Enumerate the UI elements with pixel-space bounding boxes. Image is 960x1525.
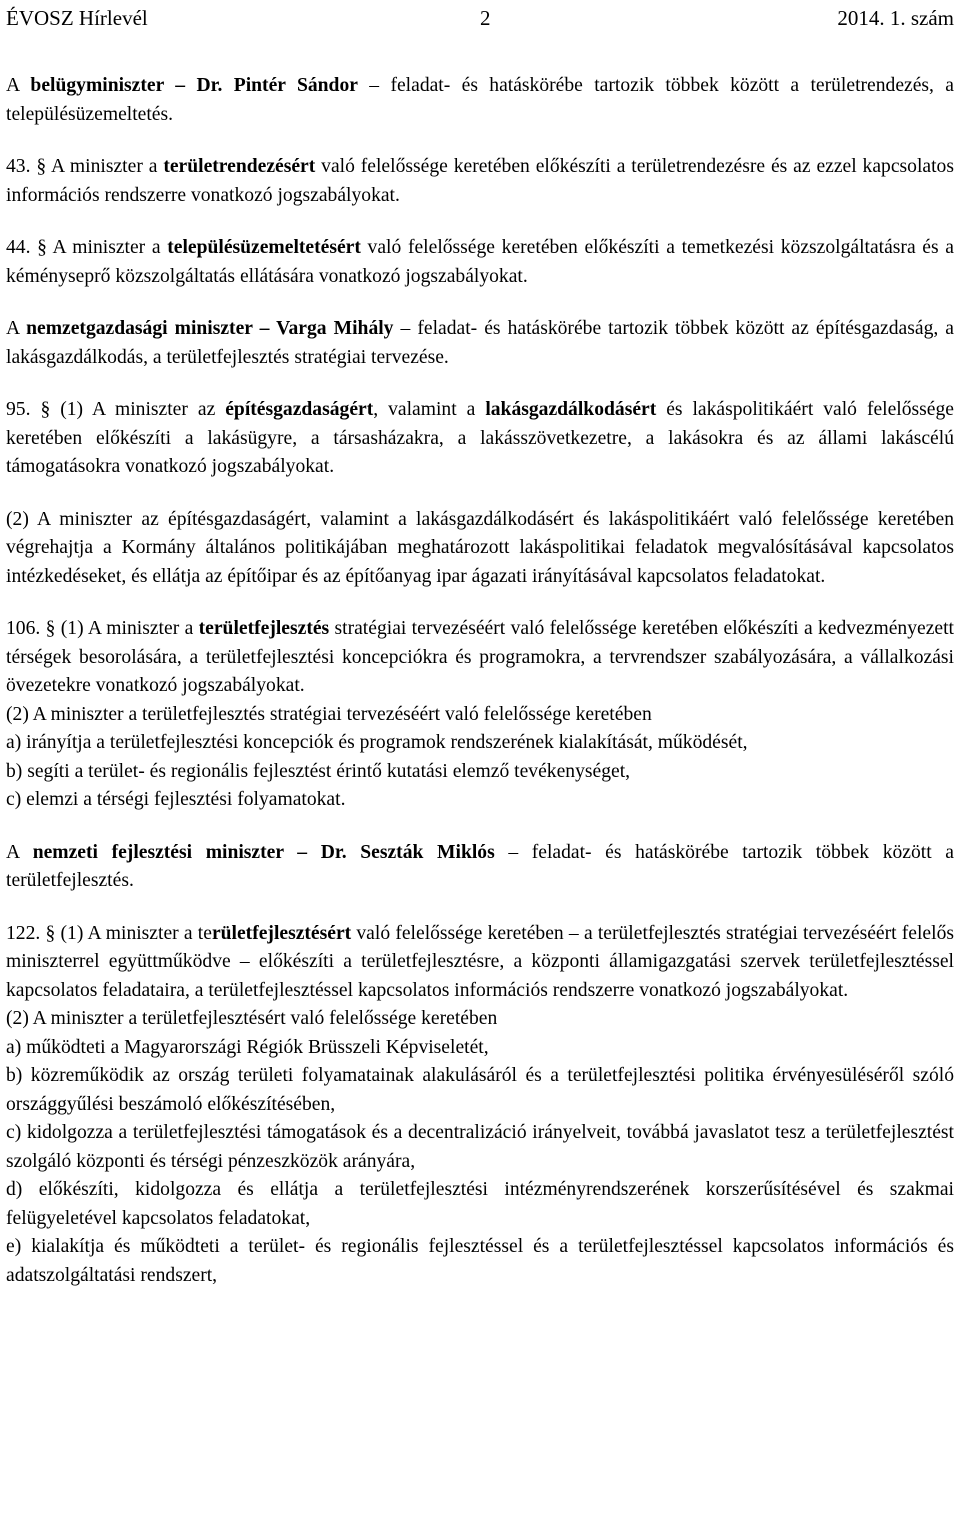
paragraph-development-minister: A nemzeti fejlesztési miniszter – Dr. Seszták Miklós – feladat- és hatáskörébe tartozik többek között a területfejlesztés. (6, 841, 954, 891)
paragraph-43: 43. § A miniszter a területrendezésért való felelőssége keretében előkészíti a területrendezésre és az ezzel kapcsolatos információs rendszerre vonatkozó jogszabályokat. (6, 156, 954, 206)
paragraph-106-2: (2) A miniszter a területfejlesztés stratégiai tervezéséért való felelőssége keretében (6, 703, 652, 725)
document-body (6, 72, 954, 1290)
list-item: c) kidolgozza a területfejlesztési támogatások és a decentralizáció irányelveit, továbbá javaslatot tesz a területfejlesztést szolgáló központi és térségi pénzeszközök arányára, (6, 1122, 954, 1172)
list-item: b) segíti a terület- és regionális fejlesztést érintő kutatási elemző tevékenységet, (6, 760, 631, 782)
list-item: b) közreműködik az ország területi folyamatainak alakulásáról és a területfejlesztési politika érvényesüléséről szóló országgyűlési beszámoló előkészítésében, (6, 1065, 954, 1115)
newsletter-title: ÉVOSZ Hírlevél (6, 6, 148, 30)
list-item: a) irányítja a területfejlesztési koncepciók és programok rendszerének kialakítását, működését, (6, 732, 748, 753)
paragraph-interior-minister: A belügyminiszter – Dr. Pintér Sándor – feladat- és hatáskörébe tartozik többek között a területrendezés, a településüzemeltetés. (6, 75, 954, 125)
paragraph-106-1: 106. § (1) A miniszter a területfejlesztés stratégiai tervezéséért való felelőssége keretében előkészíti a kedvezményezett térségek besorolására, a területfejlesztési koncepciókra és programokra, a tervrendszer szabályozására, a vállalkozási övezetekre vonatkozó jogszabályokat. (6, 618, 955, 696)
paragraph-44: 44. § A miniszter a településüzemeltetésért való felelőssége keretében előkészíti a temetkezési közszolgáltatásra és a kéményseprő közszolgáltatás ellátására vonatkozó jogszabályokat. (6, 237, 954, 287)
minister-name: nemzeti fejlesztési miniszter – Dr. Seszták Miklós (32, 841, 495, 863)
paragraph-economy-minister: A nemzetgazdasági miniszter – Varga Mihály – feladat- és hatáskörébe tartozik többek között az építésgazdaság, a lakásgazdálkodás, a területfejlesztés stratégiai tervezése. (6, 318, 954, 368)
paragraph-122-2: (2) A miniszter a területfejlesztésért való felelőssége keretében (6, 1008, 498, 1029)
paragraph-122-1: 122. § (1) A miniszter a területfejlesztésért való felelőssége keretében – a területfejlesztés stratégiai tervezéséért felelős miniszterrel együttműködve – előkészíti a területfejlesztésre, a központi államigazgatási szervek területfejlesztéssel kapcsolatos feladataira, a területfejlesztéssel kapcsolatos információs rendszerre vonatkozó jogszabályokat. (6, 922, 954, 1001)
list-item: c) elemzi a térségi fejlesztési folyamatokat. (6, 789, 346, 810)
paragraph-95-2: (2) A miniszter az építésgazdaságért, valamint a lakásgazdálkodásért és lakáspolitikáért való felelőssége keretében végrehajtja a Kormány általános politikájában meghatározott lakáspolitikai feladatok megvalósításával kapcsolatos intézkedéseket, és ellátja az építőipar és az építőanyag ipar ágazati irányításával kapcsolatos feladatokat. (6, 508, 954, 587)
issue-number: 2014. 1. szám (837, 6, 954, 30)
page-number: 2 (480, 6, 491, 30)
paragraph-95-1: 95. § (1) A miniszter az építésgazdaságért, valamint a lakásgazdálkodásért és lakáspolitikáért való felelőssége keretében előkészíti a lakásügyre, a társasházakra, a lakásszövetkezetre, a lakásokra és az állami lakáscélú támogatásokra vonatkozó jogszabályokat. (6, 399, 954, 477)
list-item: d) előkészíti, kidolgozza és ellátja a területfejlesztési intézményrendszerének korszerűsítésével és szakmai felügyeletével kapcsolatos feladatokat, (6, 1179, 954, 1229)
page-header (6, 6, 954, 34)
minister-name: nemzetgazdasági miniszter – Varga Mihály (26, 318, 394, 339)
list-item: e) kialakítja és működteti a terület- és regionális fejlesztéssel és a területfejlesztéssel kapcsolatos információs és adatszolgáltatási rendszert, (6, 1236, 954, 1286)
list-item: a) működteti a Magyarországi Régiók Brüsszeli Képviseletét, (6, 1036, 489, 1058)
minister-name: belügyminiszter – Dr. Pintér Sándor (30, 75, 358, 96)
